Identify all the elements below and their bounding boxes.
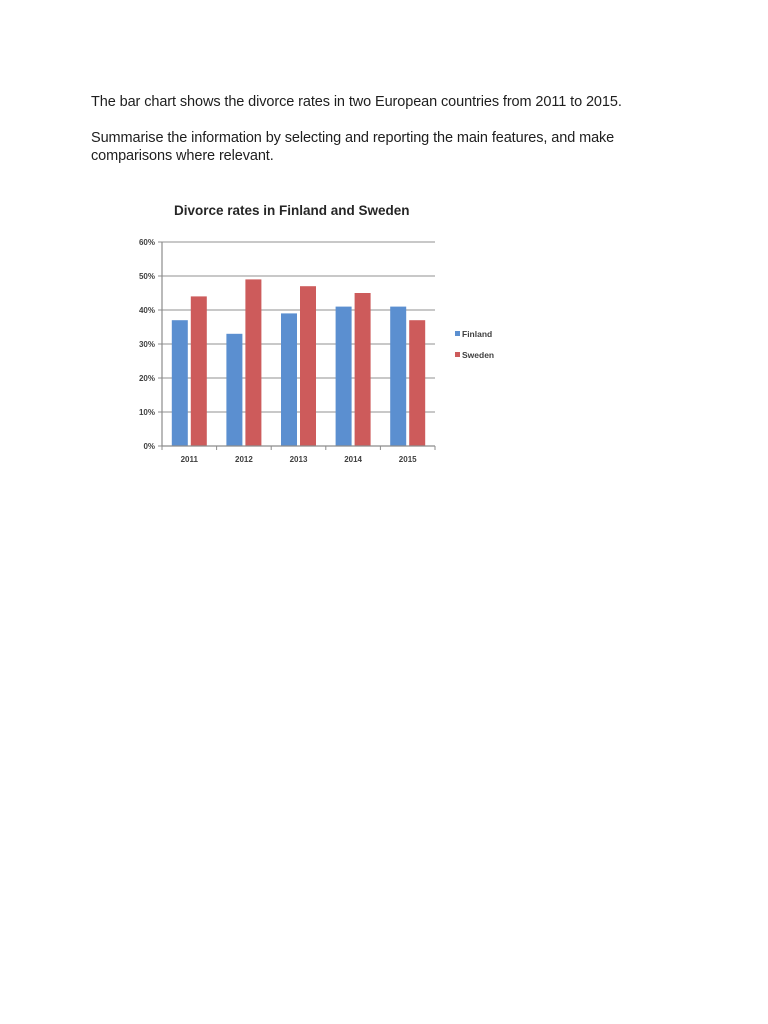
x-tick-label: 2014 [344, 455, 362, 464]
y-tick-label: 10% [138, 408, 155, 417]
x-tick-label: 2011 [180, 455, 198, 464]
legend-swatch-sweden [455, 352, 460, 357]
y-tick-label: 60% [138, 238, 155, 247]
y-tick-label: 20% [138, 374, 155, 383]
task-instructions: Summarise the information by selecting and reporting the main features, and make comparisons where relevant. [91, 130, 615, 164]
x-tick-label: 2013 [289, 455, 308, 464]
chart-legend [455, 329, 494, 360]
task-description: The bar chart shows the divorce rates in two European countries from 2011 to 2015. [91, 94, 622, 110]
chart-bars [172, 279, 425, 446]
legend-label-finland: Finland [462, 329, 493, 339]
bar-sweden-2013 [300, 286, 316, 446]
bar-sweden-2012 [245, 279, 261, 446]
bar-sweden-2014 [355, 293, 371, 446]
bar-finland-2011 [172, 320, 188, 446]
chart-title: Divorce rates in Finland and Sweden [174, 203, 410, 218]
y-tick-label: 40% [138, 306, 155, 315]
chart-svg [124, 192, 520, 478]
bar-finland-2014 [336, 307, 352, 446]
y-tick-label: 30% [138, 340, 155, 349]
bar-finland-2013 [281, 313, 297, 446]
bar-finland-2012 [226, 334, 242, 446]
bar-sweden-2011 [191, 296, 207, 446]
x-tick-label: 2012 [235, 455, 253, 464]
y-tick-label: 50% [138, 272, 155, 281]
bar-sweden-2015 [409, 320, 425, 446]
x-tick-label: 2015 [398, 455, 417, 464]
legend-swatch-finland [455, 331, 460, 336]
legend-label-sweden: Sweden [462, 350, 495, 360]
bar-chart [124, 192, 520, 478]
y-tick-label: 0% [143, 442, 155, 451]
bar-finland-2015 [390, 307, 406, 446]
